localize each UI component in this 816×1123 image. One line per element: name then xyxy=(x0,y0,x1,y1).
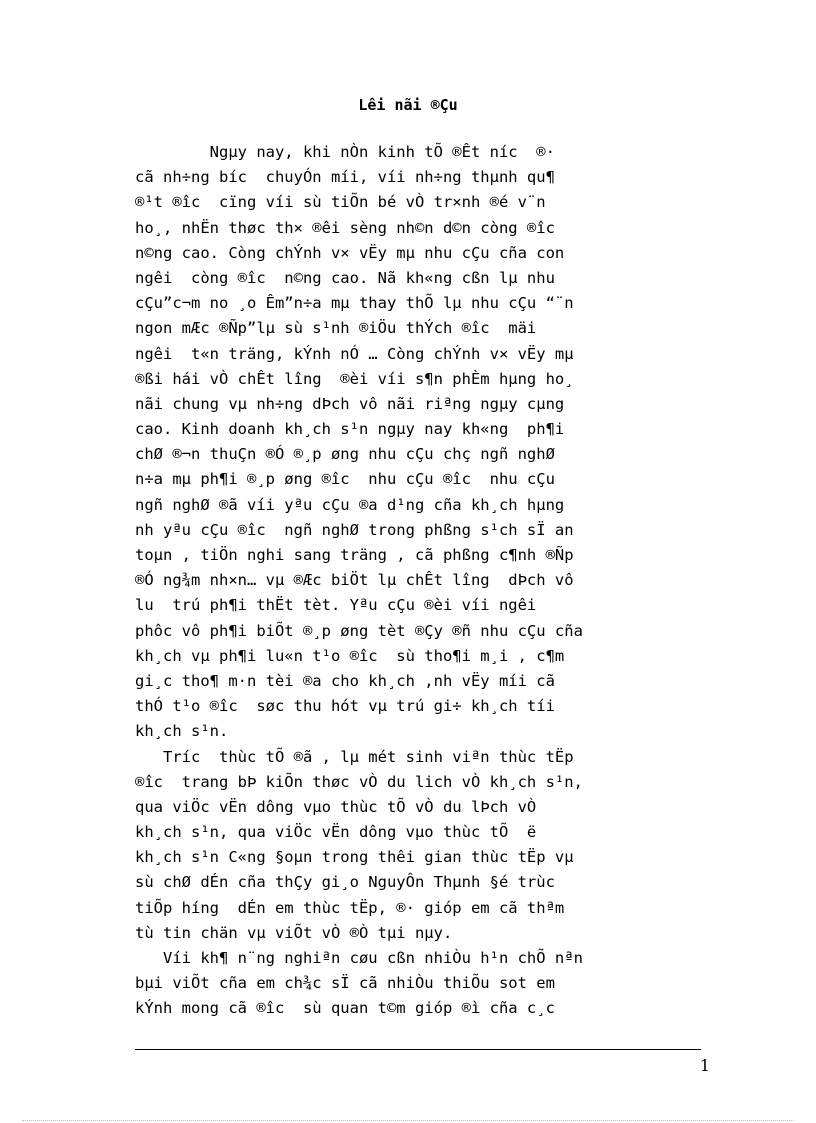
body-line: ho¸, nhËn thøc th× ®êi sèng nh©n d©n còng ®îc xyxy=(135,218,555,237)
body-line: ®Ó ng¾m nh×n… vµ ®Æc biÖt lµ chÊt lîng dÞch vô xyxy=(135,571,574,590)
body-line: tù tin chän vµ viÕt vÒ ®Ò tµi nµy. xyxy=(135,923,453,942)
page-number: 1 xyxy=(699,1056,710,1075)
body-line: cã nh÷ng bíc chuyÓn míi, víi nh÷ng thµnh qu¶ xyxy=(135,168,555,187)
body-line: n÷a mµ ph¶i ®¸p øng ®îc nhu cÇu ®îc nhu cÇu xyxy=(135,470,555,489)
body-line: bµi viÕt cña em ch¾c sÏ cã nhiÒu thiÕu sot em xyxy=(135,974,555,993)
body-line: Ngµy nay, khi nÒn kinh tÕ ®Êt níc ®· xyxy=(135,143,555,161)
body-line: cÇu”c¬m no ¸o Êm”n÷a mµ thay thÕ lµ nhu cÇu “¨n xyxy=(135,294,574,313)
body-line: chØ ®¬n thuÇn ®Ó ®¸p øng nhu cÇu chç ngñ nghØ xyxy=(135,445,555,464)
body-line: kh¸ch s¹n. xyxy=(135,722,229,741)
body-line: kh¸ch vµ ph¶i lu«n t¹o ®îc sù tho¶i m¸i , c¶m xyxy=(135,646,565,665)
body-line: kh¸ch s¹n C«ng §oµn trong thêi gian thùc tËp vµ xyxy=(135,848,574,867)
body-line: Víi kh¶ n¨ng nghiªn cøu cßn nhiÒu h¹n chÕ nªn xyxy=(135,949,583,967)
page-title: Lêi nãi ®Çu xyxy=(358,96,458,114)
body-line: nãi chung vµ nh÷ng dÞch vô nãi riªng ngµy cµng xyxy=(135,394,565,413)
body-line: kh¸ch s¹n, qua viÖc vËn dông vµo thùc tÕ ë xyxy=(135,823,537,842)
body-line: phôc vô ph¶i biÕt ®¸p øng tèt ®Çy ®ñ nhu cÇu cña xyxy=(135,621,583,640)
footer-rule xyxy=(135,1049,701,1050)
body-line: ngon mÆc ®Ñp”lµ sù s¹nh ®iÖu thÝch ®îc mäi xyxy=(135,319,537,338)
body-line: gi¸c tho¶ m·n tèi ®a cho kh¸ch ,nh vËy míi cã xyxy=(135,671,555,690)
body-line: ngñ nghØ ®ã víi yªu cÇu ®a d¹ng cña kh¸ch hµng xyxy=(135,495,565,514)
body-line: ngêi còng ®îc n©ng cao. Nã kh«ng cßn lµ nhu xyxy=(135,268,555,287)
body-text xyxy=(135,140,703,1022)
body-line: tiÕp híng dÉn em thùc tËp, ®· gióp em cã thªm xyxy=(135,898,565,917)
body-line: ®¹t ®îc cïng víi sù tiÕn bé vÒ tr×nh ®é v¨n xyxy=(135,193,546,212)
body-line: lu trú ph¶i thËt tèt. Yªu cÇu ®èi víi ngêi xyxy=(135,596,537,615)
body-line: n©ng cao. Còng chÝnh v× vËy mµ nhu cÇu cña con xyxy=(135,243,565,262)
body-line: Tríc thùc tÕ ®ã , lµ mét sinh viªn thùc tËp xyxy=(135,747,574,766)
body-line: nh yªu cÇu ®îc ngñ nghØ trong phßng s¹ch sÏ an xyxy=(135,520,574,539)
body-line: qua viÖc vËn dông vµo thùc tÕ vÒ du lÞch vÒ xyxy=(135,797,537,816)
body-line: kÝnh mong cã ®îc sù quan t©m gióp ®ì cña c¸c xyxy=(135,999,555,1018)
body-line: ®îc trang bÞ kiÕn thøc vÒ du lich vÒ kh¸ch s¹n, xyxy=(135,772,583,791)
body-line: ngêi t«n träng, kÝnh nÓ … Còng chÝnh v× vËy mµ xyxy=(135,344,574,363)
page-bottom-border xyxy=(22,1120,794,1121)
body-line: toµn , tiÖn nghi sang träng , cã phßng c¶nh ®Ñp xyxy=(135,546,574,564)
body-line: thÓ t¹o ®îc søc thu hót vµ trú gi÷ kh¸ch tíi xyxy=(135,697,555,716)
body-line: ®ßi hái vÒ chÊt lîng ®èi víi s¶n phÈm hµng ho¸ xyxy=(135,369,574,388)
body-line: cao. Kinh doanh kh¸ch s¹n ngµy nay kh«ng ph¶i xyxy=(135,420,565,439)
body-line: sù chØ dÉn cña thÇy gi¸o NguyÔn Thµnh §é trùc xyxy=(135,873,555,892)
